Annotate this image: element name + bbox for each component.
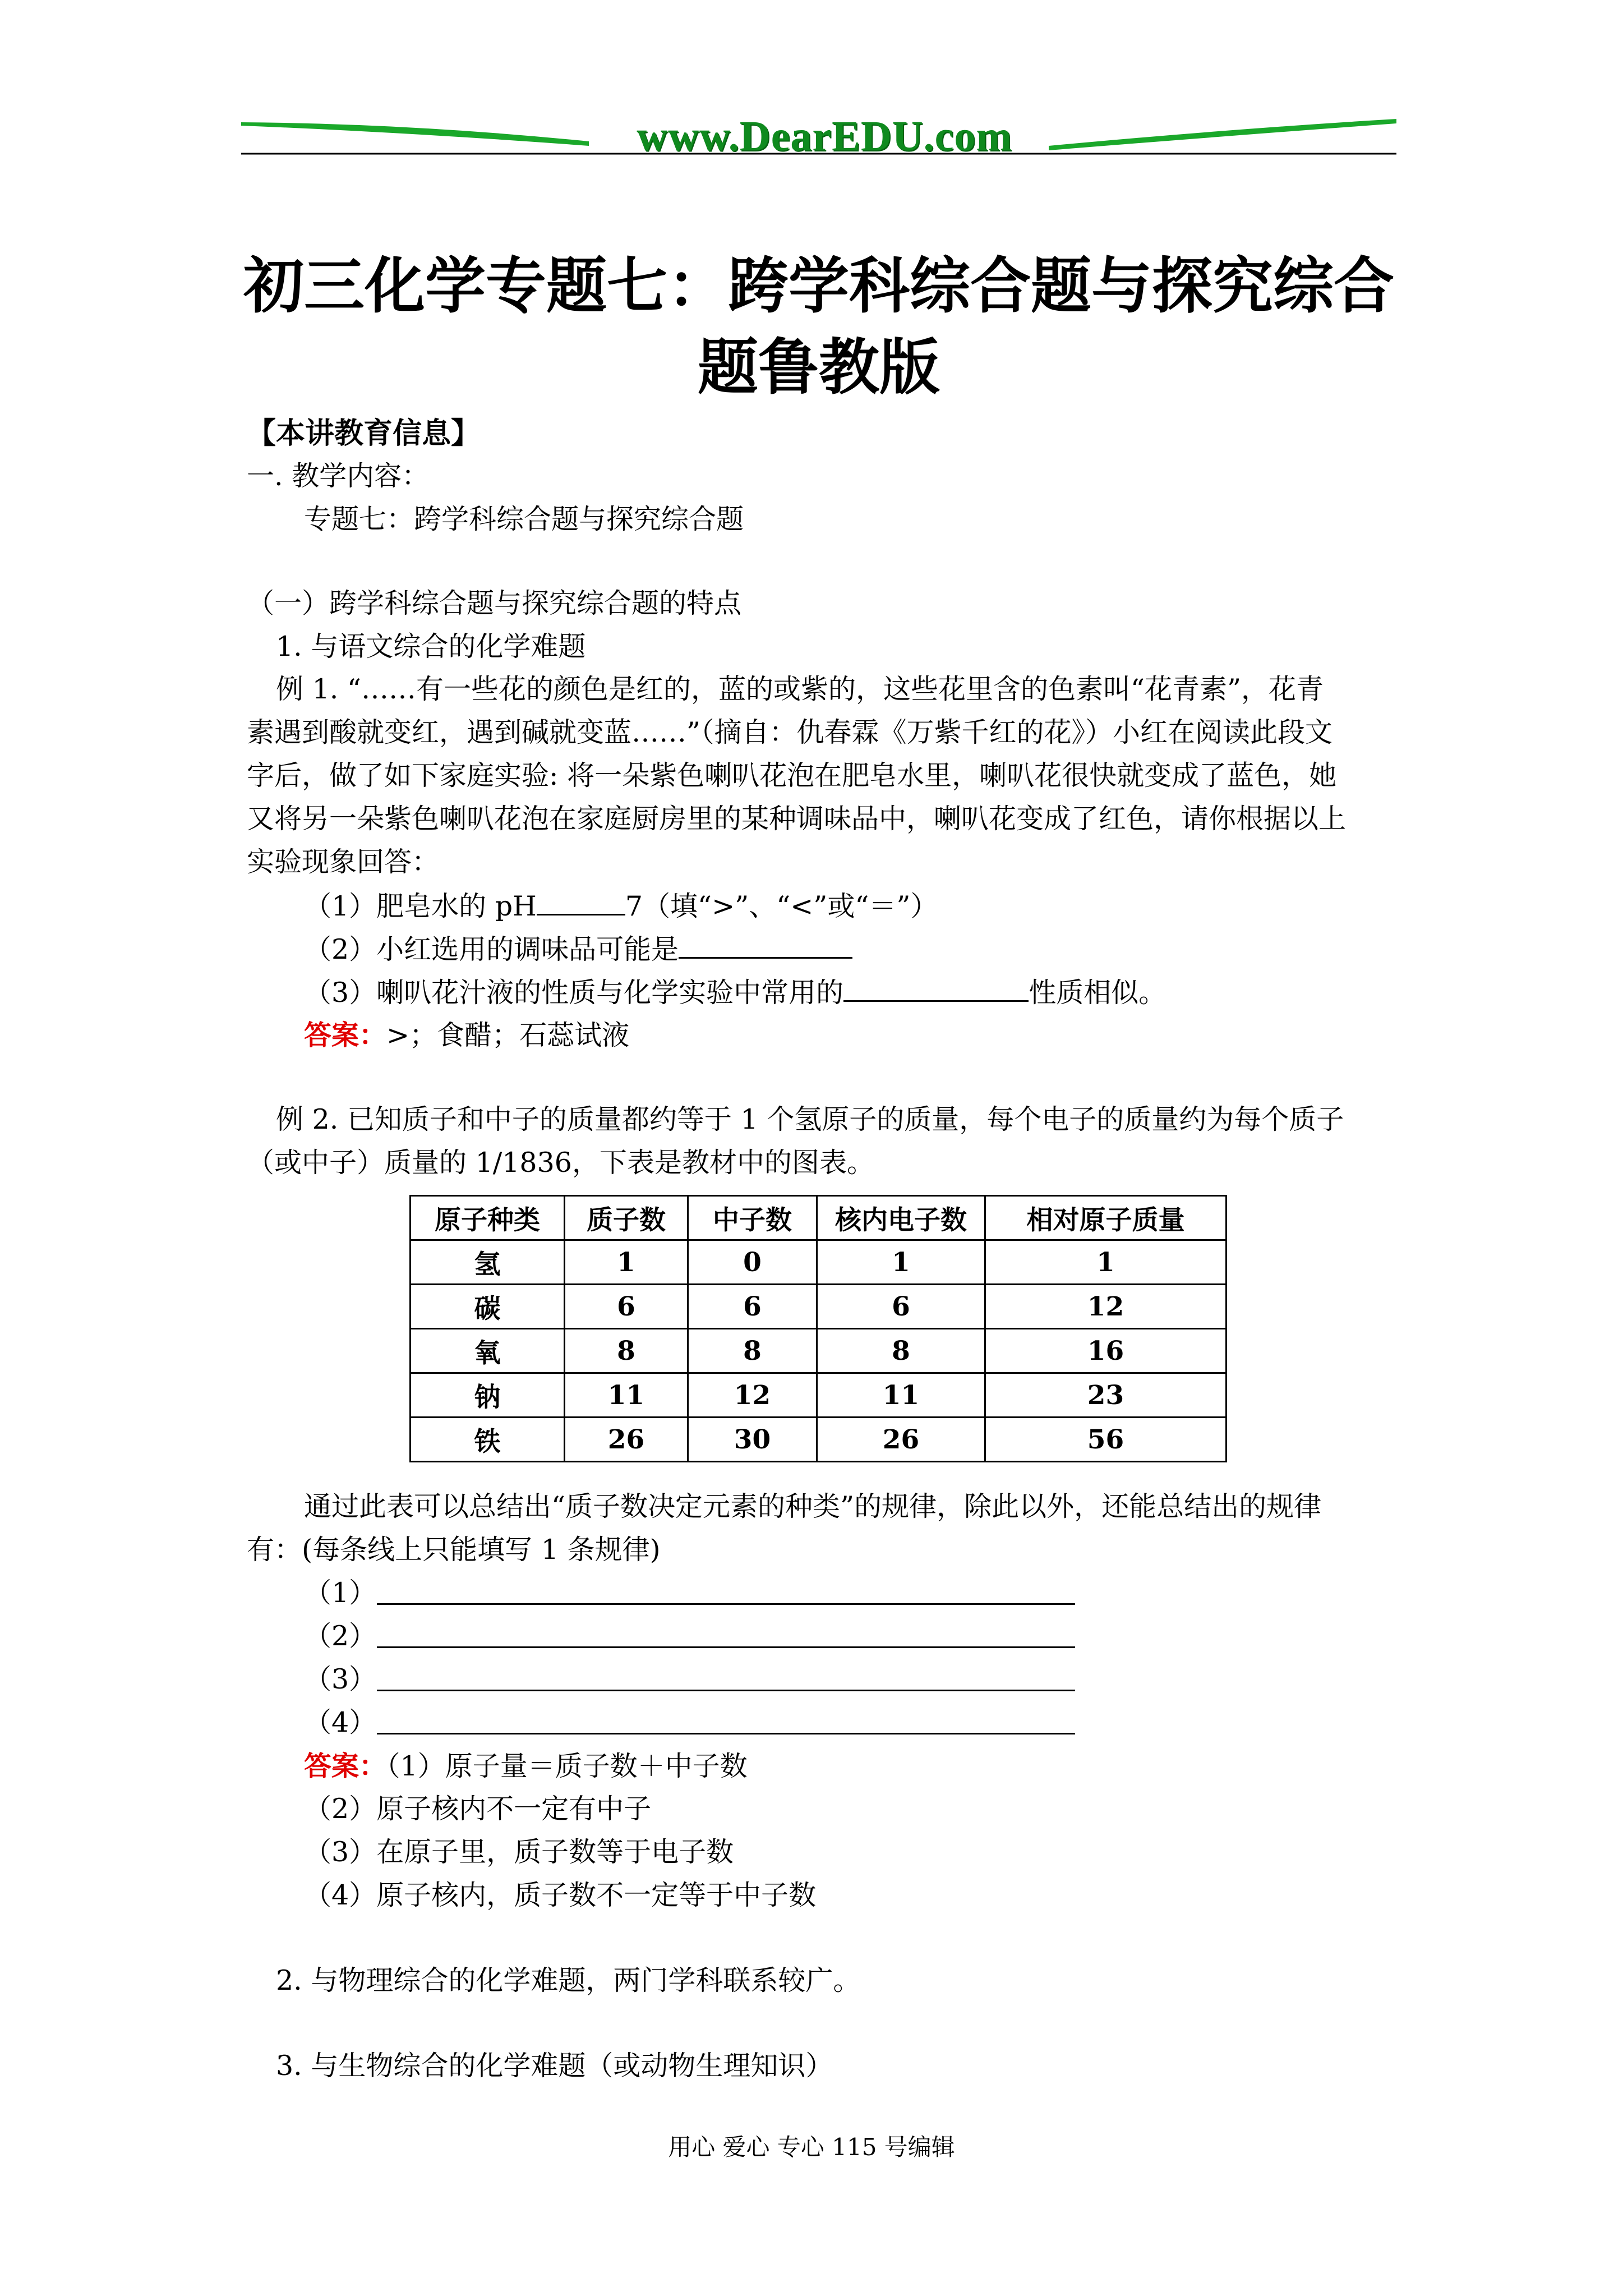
answer-label: 答案： xyxy=(304,1750,387,1782)
table-cell: 11 xyxy=(817,1373,985,1418)
table-cell: 11 xyxy=(565,1373,688,1418)
table-cell: 8 xyxy=(565,1329,688,1373)
answer-blank[interactable] xyxy=(843,974,1029,1002)
ex1-answer xyxy=(304,1018,629,1053)
site-logo[interactable]: www.DearEDU.com xyxy=(637,113,1012,160)
ex1-question-3 xyxy=(304,974,1166,1010)
answer-blank[interactable] xyxy=(537,888,625,915)
ex1-line: 例 1. “……有一些花的颜色是红的，蓝的或紫的，这些花里含的色素叫“花青素”，花青 xyxy=(276,673,1324,705)
blank-label: （1） xyxy=(304,1577,377,1609)
table-cell: 1 xyxy=(985,1240,1227,1285)
table-cell: 23 xyxy=(985,1373,1227,1418)
answer-text: >；食醋；石蕊试液 xyxy=(386,1019,630,1051)
answer-line[interactable] xyxy=(377,1690,1075,1691)
answer-text: （2）原子核内不一定有中子 xyxy=(304,1793,652,1825)
page-title-line1: 初三化学专题七：跨学科综合题与探究综合 xyxy=(243,251,1394,321)
question-text: 性质相似。 xyxy=(1029,977,1166,1009)
ex1-line: 又将另一朵紫色喇叭花泡在家庭厨房里的某种调味品中，喇叭花变成了红色，请你根据以上 xyxy=(247,803,1347,835)
column-header: 核内电子数 xyxy=(817,1196,985,1240)
column-header: 相对原子质量 xyxy=(985,1196,1227,1240)
table-cell: 碳 xyxy=(411,1285,565,1329)
table-cell: 6 xyxy=(688,1285,817,1329)
table-cell: 56 xyxy=(985,1418,1227,1462)
item2-heading: 2. 与物理综合的化学难题，两门学科联系较广。 xyxy=(276,1964,861,1996)
table-cell: 16 xyxy=(985,1329,1227,1373)
atom-table xyxy=(409,1195,1227,1462)
table-cell: 氢 xyxy=(411,1240,565,1285)
table-cell: 6 xyxy=(565,1285,688,1329)
question-text: （3）喇叭花汁液的性质与化学实验中常用的 xyxy=(304,977,844,1009)
table-row xyxy=(411,1329,1227,1373)
ex2-after-line: 有：(每条线上只能填写 1 条规律) xyxy=(247,1534,661,1566)
table-cell: 钠 xyxy=(411,1373,565,1418)
page-footer: 用心 爱心 专心 115 号编辑 xyxy=(668,2133,955,2161)
content-heading: 一. 教学内容： xyxy=(247,460,430,492)
blank-label: （4） xyxy=(304,1706,377,1738)
topic-line: 专题七：跨学科综合题与探究综合题 xyxy=(304,503,744,535)
table-cell: 氧 xyxy=(411,1329,565,1373)
table-row xyxy=(411,1240,1227,1285)
answer-label: 答案： xyxy=(304,1019,387,1051)
ex1-question-2 xyxy=(304,931,852,967)
answer-line[interactable] xyxy=(377,1603,1075,1605)
blank-label: （2） xyxy=(304,1620,377,1652)
site-header xyxy=(241,107,1396,168)
ex2-line: （或中子）质量的 1/1836，下表是教材中的图表。 xyxy=(247,1147,874,1179)
blank-label: （3） xyxy=(304,1663,377,1695)
answer-text: （1）原子量＝质子数＋中子数 xyxy=(386,1750,748,1782)
table-cell: 12 xyxy=(985,1285,1227,1329)
table-row xyxy=(411,1285,1227,1329)
table-cell: 12 xyxy=(688,1373,817,1418)
column-header: 中子数 xyxy=(688,1196,817,1240)
ex2-after-line: 通过此表可以总结出“质子数决定元素的种类”的规律，除此以外，还能总结出的规律 xyxy=(304,1490,1322,1522)
table-cell: 26 xyxy=(565,1418,688,1462)
question-text: （1）肥皂水的 pH xyxy=(304,890,537,922)
answer-line[interactable] xyxy=(377,1733,1075,1734)
answer-text: （3）在原子里，质子数等于电子数 xyxy=(304,1836,734,1868)
answer-text: （4）原子核内，质子数不一定等于中子数 xyxy=(304,1879,817,1911)
page-title-line2: 题鲁教版 xyxy=(697,332,940,403)
column-header: 质子数 xyxy=(565,1196,688,1240)
item3-heading: 3. 与生物综合的化学难题（或动物生理知识） xyxy=(276,2050,833,2082)
table-cell: 铁 xyxy=(411,1418,565,1462)
table-cell: 0 xyxy=(688,1240,817,1285)
table-cell: 8 xyxy=(688,1329,817,1373)
table-cell: 8 xyxy=(817,1329,985,1373)
ex2-answer xyxy=(304,1749,748,1784)
ex1-question-1 xyxy=(304,888,938,924)
table-cell: 1 xyxy=(565,1240,688,1285)
part1-heading: （一）跨学科综合题与探究综合题的特点 xyxy=(247,587,742,619)
table-cell: 30 xyxy=(688,1418,817,1462)
ex1-line: 素遇到酸就变红，遇到碱就变蓝……”（摘自：仇春霖《万紫千红的花》）小红在阅读此段文 xyxy=(247,716,1333,748)
ex2-line: 例 2. 已知质子和中子的质量都约等于 1 个氢原子的质量，每个电子的质量约为每个质子 xyxy=(276,1103,1344,1135)
ex1-line: 实验现象回答： xyxy=(247,846,440,878)
section-label: 【本讲教育信息】 xyxy=(247,416,481,450)
answer-line[interactable] xyxy=(377,1646,1075,1648)
table-cell: 26 xyxy=(817,1418,985,1462)
table-header-row xyxy=(411,1196,1227,1240)
question-text: 7（填“>”、“<”或“＝”） xyxy=(625,890,938,922)
column-header: 原子种类 xyxy=(411,1196,565,1240)
ex1-line: 字后，做了如下家庭实验: 将一朵紫色喇叭花泡在肥皂水里，喇叭花很快就变成了蓝色，她 xyxy=(247,760,1337,792)
table-cell: 1 xyxy=(817,1240,985,1285)
question-text: （2）小红选用的调味品可能是 xyxy=(304,933,679,965)
table-row xyxy=(411,1418,1227,1462)
answer-blank[interactable] xyxy=(679,931,852,959)
table-row xyxy=(411,1373,1227,1418)
table-cell: 6 xyxy=(817,1285,985,1329)
item1-heading: 1. 与语文综合的化学难题 xyxy=(276,631,586,662)
